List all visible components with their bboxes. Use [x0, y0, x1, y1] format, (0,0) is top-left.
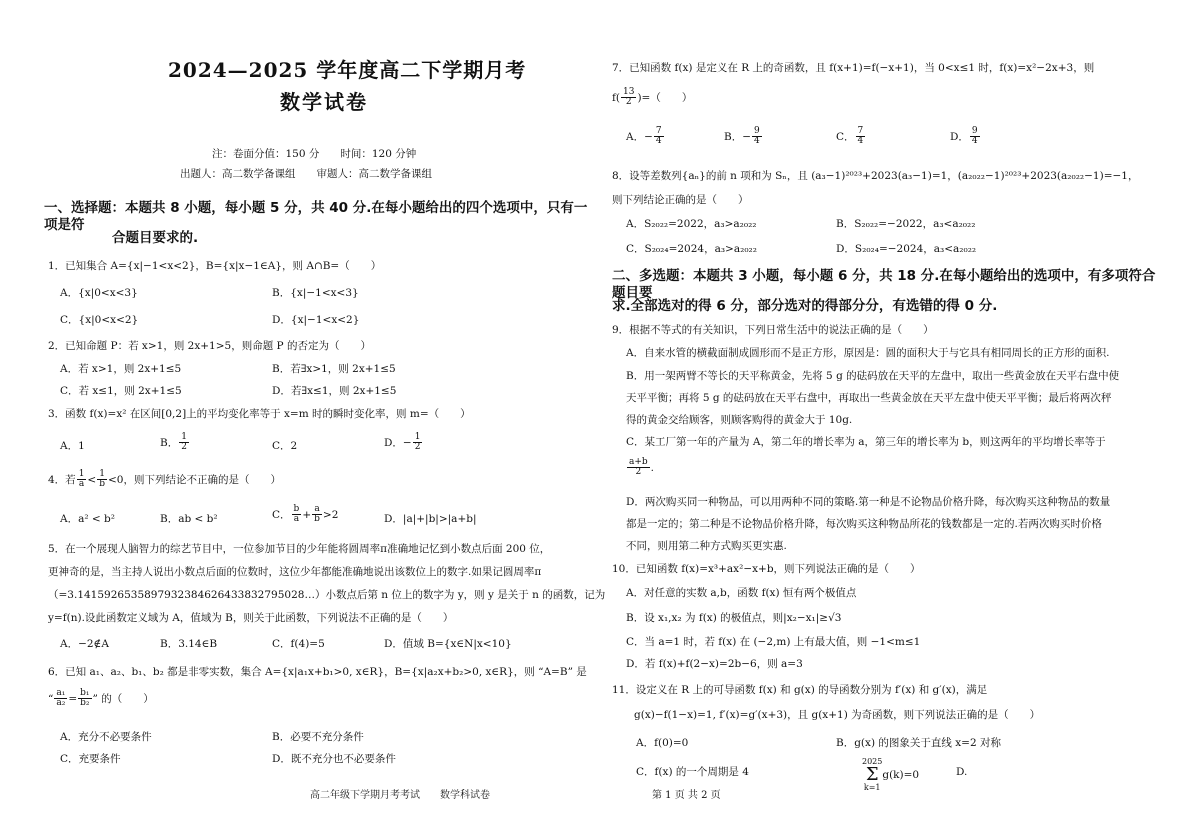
- q8-line1: 8．设等差数列{aₙ}的前 n 项和为 Sₙ，且 (a₃−1)²⁰²³+2023(a₃−1)=1，(a₂₀₂₂−1)²⁰²³+2023(a₂₀₂₂−1)=−1，: [612, 170, 1139, 182]
- q1-option-a: A．{x|0<x<3}: [60, 287, 138, 299]
- q5-option-a: A．−2∉A: [60, 638, 109, 650]
- q2-option-a: A．若 x>1，则 2x+1≤5: [60, 363, 182, 375]
- section1-heading-cont: 合题目要求的.: [112, 230, 199, 246]
- q7-option-a: A．− $\frac{7}{4}$: [626, 126, 662, 147]
- section2-heading-cont: 求.全部选对的得 6 分，部分选对的得部分分，有选错的得 0 分.: [612, 298, 998, 314]
- q7-option-d: D． $\frac{9}{4}$: [950, 126, 978, 147]
- exam-authors: 出题人：高二数学备课组 审题人：高二数学备课组: [180, 168, 432, 180]
- exam-subtitle: 数学试卷: [280, 90, 368, 114]
- q2-option-c: C．若 x≤1，则 2x+1≤5: [60, 385, 182, 397]
- q5-line3: （=3.1415926535897932384626433832795028…）小数点后第 n 位上的数字为 y，则 y 是关于 n 的函数，记为: [48, 589, 606, 601]
- q1-option-b: B．{x|−1<x<3}: [272, 287, 359, 299]
- summation-symbol: 2025 Σ k=1: [862, 757, 883, 792]
- q6-option-b: B．必要不充分条件: [272, 731, 364, 743]
- q1-option-c: C．{x|0<x<2}: [60, 314, 139, 326]
- section2-heading: 二、多选题：本题共 3 小题，每小题 6 分，共 18 分.在每小题给出的选项中，有多项符合题目要: [612, 268, 1156, 301]
- q2-stem: 2．已知命题 P：若 x>1，则 2x+1>5，则命题 P 的否定为（ ）: [48, 340, 371, 352]
- q11-option-c: C．f(x) 的一个周期是 4: [636, 766, 749, 778]
- q9-option-c-line1: C．某工厂第一年的产量为 A，第二年的增长率为 a，第三年的增长率为 b，则这两年的平均增长率等于: [626, 436, 1106, 448]
- q5-option-c: C．f(4)=5: [272, 638, 325, 650]
- q3-stem: 3．函数 f(x)=x² 在区间[0,2]上的平均变化率等于 x=m 时的瞬时变化率，则 m=（ ）: [48, 408, 471, 420]
- q10-option-d: D．若 f(x)+f(2−x)=2b−6，则 a=3: [626, 658, 803, 670]
- q8-option-b: B．S₂₀₂₂=−2022，a₃<a₂₀₂₂: [836, 218, 976, 230]
- q2-option-b: B．若∃x>1，则 2x+1≤5: [272, 363, 396, 375]
- q6-option-d: D．既不充分也不必要条件: [272, 753, 396, 765]
- q10-option-c: C．当 a=1 时，若 f(x) 在 (−2,m) 上有最大值，则 −1<m≤1: [626, 636, 921, 648]
- q8-option-c: C．S₂₀₂₄=2024，a₃>a₂₀₂₂: [626, 243, 757, 255]
- q9-option-c-line2: $\frac{a+b}{2}$ .: [629, 457, 655, 478]
- q3-option-c: C．2: [272, 440, 298, 452]
- q9-stem: 9．根据不等式的有关知识，下列日常生活中的说法正确的是（ ）: [612, 324, 934, 336]
- q10-stem: 10．已知函数 f(x)=x³+ax²−x+b，则下列说法正确的是（ ）: [612, 563, 921, 575]
- q5-line2: 更神奇的是，当主持人说出小数点后面的位数时，这位少年都能准确地说出该数位上的数字.如果记圆周率π: [48, 566, 542, 578]
- exam-title: 2024—2025 学年度高二下学期月考: [168, 58, 527, 82]
- q4-stem: 4．若 $\frac{1}{a}$ < $\frac{1}{b}$ <0，则下列结论不正确的是（ ）: [48, 469, 281, 490]
- q1-option-d: D．{x|−1<x<2}: [272, 314, 360, 326]
- q10-option-b: B．设 x₁,x₂ 为 f(x) 的极值点，则|x₂−x₁|≥√3: [626, 612, 842, 624]
- q4-option-d: D．|a|+|b|>|a+b|: [384, 513, 477, 525]
- q11-option-d-label: D.: [956, 766, 968, 778]
- footer-left: 高二年级下学期月考考试 数学科试卷: [310, 790, 490, 801]
- q7-option-b: B．− $\frac{9}{4}$: [724, 126, 760, 147]
- footer-right: 第 1 页 共 2 页: [652, 790, 721, 801]
- exam-note: 注：卷面分值：150 分 时间：120 分钟: [212, 148, 417, 160]
- q10-option-a: A．对任意的实数 a,b，函数 f(x) 恒有两个极值点: [626, 587, 857, 599]
- q9-option-b-line2: 天平平衡；再将 5 g 的砝码放在天平右盘中，再取出一些黄金放在天平左盘中使天平平衡；最后将两次秤: [626, 392, 1112, 404]
- q5-option-b: B．3.14∈B: [160, 638, 218, 650]
- q8-option-a: A．S₂₀₂₂=2022，a₃>a₂₀₂₂: [626, 218, 757, 230]
- q9-option-b-line1: B．用一架两臂不等长的天平称黄金，先将 5 g 的砝码放在天平的左盘中，取出一些黄金放在天平右盘中使: [626, 370, 1120, 382]
- q2-option-d: D．若∃x≤1，则 2x+1≤5: [272, 385, 397, 397]
- q8-option-d: D．S₂₀₂₄=−2024，a₃<a₂₀₂₂: [836, 243, 977, 255]
- q5-option-d: D．值域 B={x∈N|x<10}: [384, 638, 512, 650]
- q7-line2: f( $\frac{13}{2}$ )=（ ）: [612, 87, 693, 108]
- q11-line2: g(x)−f(1−x)=1, f′(x)=g′(x+3)，且 g(x+1) 为奇函数，则下列说法正确的是（ ）: [634, 709, 1041, 721]
- q9-option-a: A．自来水管的横截面制成圆形而不是正方形，原因是：圆的面积大于与它具有相同周长的正方形的面积.: [626, 347, 1110, 359]
- q5-line4: y=f(n).设此函数定义域为 A，值域为 B，则关于此函数，下列说法不正确的是（ ）: [48, 612, 454, 624]
- q7-option-c: C． $\frac{7}{4}$: [836, 126, 864, 147]
- q8-line2: 则下列结论正确的是（ ）: [612, 194, 749, 206]
- q4-option-b: B．ab < b²: [160, 513, 218, 525]
- q9-option-d-line2: 都是一定的；第二种是不论物品价格升降，每次购买这种物品所花的钱数都是一定的.若两次购买时价格: [626, 518, 1102, 530]
- q11-option-b: B．g(x) 的图象关于直线 x=2 对称: [836, 737, 1001, 749]
- q9-option-d-line3: 不同，则用第二种方式购买更实惠.: [626, 540, 787, 552]
- q3-option-d: D．− $\frac{1}{2}$: [384, 432, 421, 453]
- q5-line1: 5．在一个展现人脑智力的综艺节目中，一位参加节目的少年能将圆周率π准确地记忆到小数点后面 200 位，: [48, 543, 551, 555]
- q11-line1: 11．设定义在 R 上的可导函数 f(x) 和 g(x) 的导函数分别为 f′(x) 和 g′(x)，满足: [612, 684, 988, 696]
- q4-option-c: C． $\frac{b}{a}$ + $\frac{a}{b}$ >2: [272, 504, 339, 525]
- q6-line1: 6．已知 a₁、a₂、b₁、b₂ 都是非零实数，集合 A={x|a₁x+b₁>0, x∈R}，B={x|a₂x+b₂>0, x∈R}，则 “A=B” 是: [48, 666, 587, 678]
- q11-option-a: A．f(0)=0: [636, 737, 689, 749]
- q1-stem: 1．已知集合 A={x|−1<x<2}，B={x|x−1∈A}，则 A∩B=（ ）: [48, 260, 382, 272]
- q6-option-a: A．充分不必要条件: [60, 731, 152, 743]
- q7-line1: 7．已知函数 f(x) 是定义在 R 上的奇函数，且 f(x+1)=f(−x+1)，当 0<x≤1 时，f(x)=x²−2x+3，则: [612, 62, 1095, 74]
- q11-option-d-sum: 2025 Σ k=1g(k)=0: [862, 757, 920, 792]
- q6-option-c: C．充要条件: [60, 753, 121, 765]
- q6-line2: “ $\frac{\text{a₁}}{\text{a₂}}$ = $\frac{\text{b₁}}{\text{b₂}}$ ” 的（ ）: [48, 688, 154, 709]
- q3-option-a: A．1: [60, 440, 85, 452]
- q3-option-b: B． $\frac{1}{2}$: [160, 432, 187, 453]
- section1-heading: 一、选择题：本题共 8 小题，每小题 5 分，共 40 分.在每小题给出的四个选项中，只有一项是符: [44, 200, 588, 233]
- q9-option-b-line3: 得的黄金交给顾客，则顾客购得的黄金大于 10g.: [626, 414, 853, 426]
- q9-option-d-line1: D．两次购买同一种物品，可以用两种不同的策略.第一种是不论物品价格升降，每次购买这种物品的数量: [626, 496, 1111, 508]
- q4-option-a: A．a² < b²: [60, 513, 115, 525]
